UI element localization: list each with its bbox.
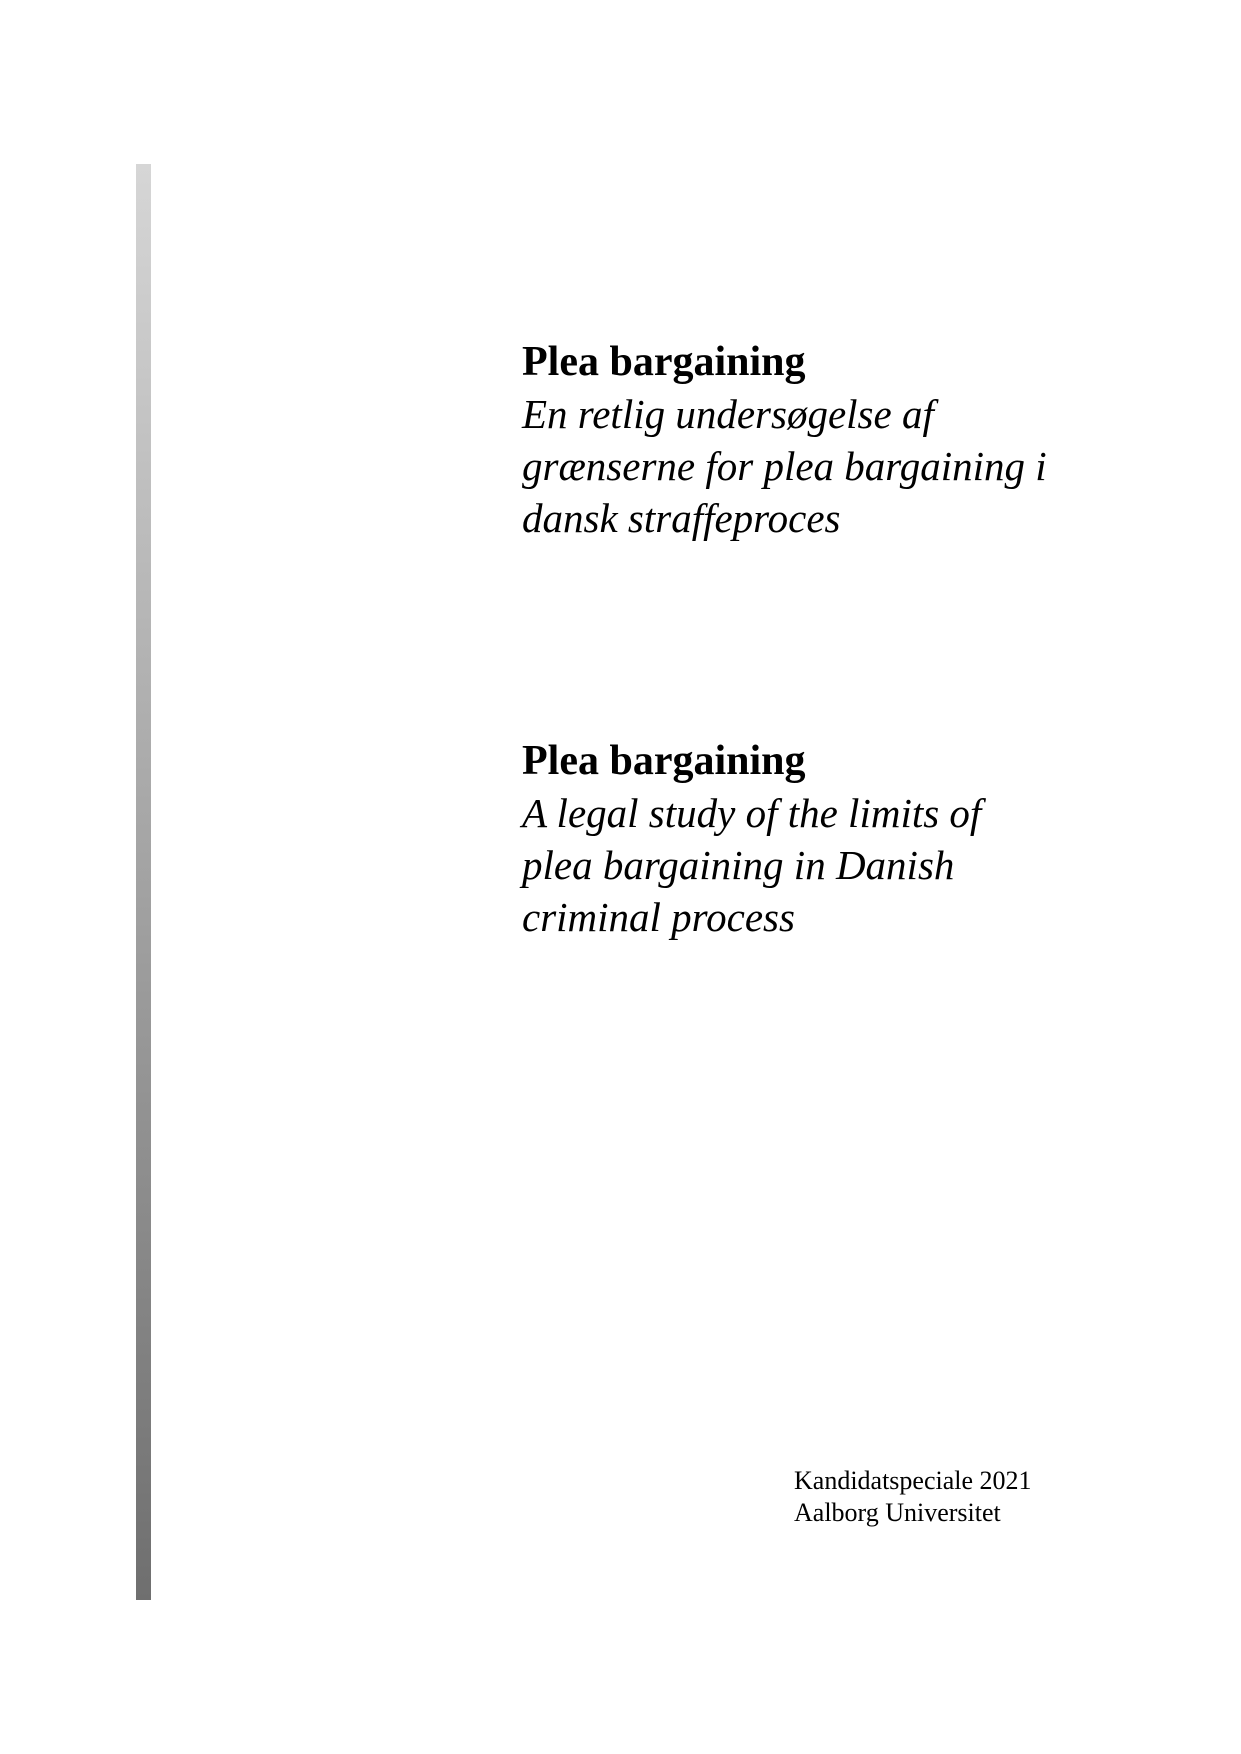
danish-subtitle-line-3: dansk straffeproces xyxy=(522,495,841,541)
english-subtitle-line-1: A legal study of the limits of xyxy=(522,790,982,836)
footer-block xyxy=(794,1465,1032,1529)
thesis-line: Kandidatspeciale 2021 xyxy=(794,1466,1032,1495)
university-line: Aalborg Universitet xyxy=(794,1498,1001,1527)
danish-title: Plea bargaining xyxy=(522,339,806,385)
danish-subtitle-line-2: grænserne for plea bargaining i xyxy=(522,443,1047,489)
danish-title-block xyxy=(522,336,1202,544)
english-title-block xyxy=(522,735,1202,943)
english-subtitle-line-2: plea bargaining in Danish xyxy=(522,842,955,888)
danish-subtitle-line-1: En retlig undersøgelse af xyxy=(522,391,934,437)
english-subtitle-line-3: criminal process xyxy=(522,894,795,940)
english-title: Plea bargaining xyxy=(522,738,806,784)
decorative-gradient-bar xyxy=(136,164,151,1600)
